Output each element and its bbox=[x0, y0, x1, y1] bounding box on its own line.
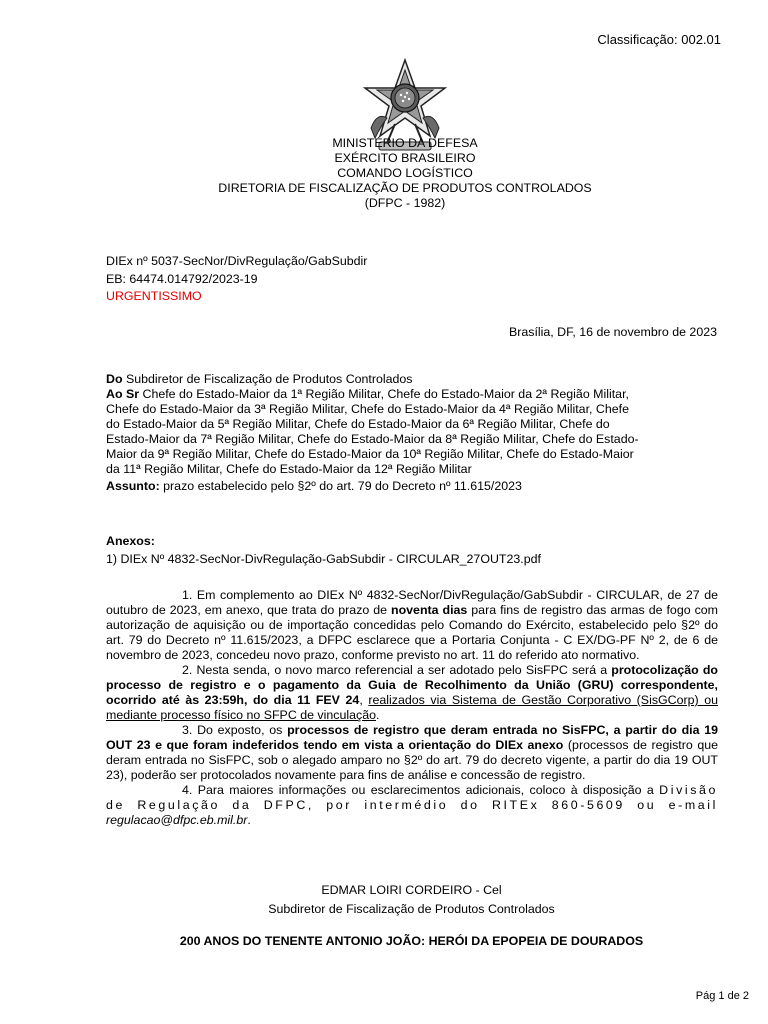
signer-name: EDMAR LOIRI CORDEIRO - Cel bbox=[321, 883, 502, 897]
from-label: Do bbox=[106, 372, 123, 386]
to-line-3: do Estado-Maior da 5ª Região Militar, Chefe do Estado-Maior da 6ª Região Militar, Chefe do bbox=[106, 417, 610, 431]
paragraph-4-text-a: 4. Para maiores informações ou esclarecimentos adicionais, coloco à disposição a bbox=[182, 783, 660, 797]
signature-block bbox=[0, 881, 768, 919]
annex-title-text: Anexos: bbox=[106, 534, 155, 548]
paragraph-3-text-c: (processos de registro que deram entrada no SisFPC, sob o alegado amparo no §2º do art. 79 do decreto vigente, a partir do dia 19 OUT 23), poderão ser protocolados novamente para fins de análise e concessão de registro. bbox=[106, 738, 718, 782]
to-text-1: Chefe do Estado-Maior da 1ª Região Militar, Chefe do Estado-Maior da 2ª Região Militar, bbox=[142, 387, 629, 401]
diex-number: DIEx nº 5037-SecNor/DivRegulação/GabSubdir bbox=[106, 254, 368, 268]
letterhead bbox=[0, 136, 768, 211]
letterhead-directorate: DIRETORIA DE FISCALIZAÇÃO DE PRODUTOS CONTROLADOS bbox=[218, 181, 592, 195]
paragraph-4-text-b: Divisão de Regulação da DFPC, por intermédio do RITEx 860-5609 ou e-mail bbox=[106, 783, 718, 812]
letterhead-acronym: (DFPC - 1982) bbox=[364, 196, 446, 210]
contact-email: regulacao@dfpc.eb.mil.br bbox=[106, 813, 248, 827]
to-line-1 bbox=[106, 387, 720, 402]
paragraph-2-text-e: . bbox=[375, 708, 380, 722]
letterhead-army: EXÉRCITO BRASILEIRO bbox=[334, 151, 476, 165]
motto-footer: 200 ANOS DO TENENTE ANTONIO JOÃO: HERÓI DA EPOPEIA DE DOURADOS bbox=[179, 934, 644, 948]
paragraph-1 bbox=[106, 588, 718, 663]
paragraph-4-end: . bbox=[247, 813, 251, 827]
eb-number: EB: 64474.014792/2023-19 bbox=[106, 271, 258, 286]
from-text: Subdiretor de Fiscalização de Produtos Controlados bbox=[125, 372, 413, 386]
paragraph-2-underlined: realizados via Sistema de Gestão Corporativo (SisGCorp) ou mediante processo físico no SFPC de vinculação bbox=[106, 693, 718, 722]
annex-title bbox=[106, 532, 541, 550]
paragraph-2-bold: protocolização do processo de registro e o pagamento da Guia de Recolhimento da União (GRU) correspondente, ocorrido até às 23:59h, do dia 11 FEV 24 bbox=[106, 663, 718, 707]
to-label: Ao Sr bbox=[106, 387, 140, 401]
paragraph-4 bbox=[106, 783, 718, 828]
urgency-label: URGENTISSIMO bbox=[106, 289, 202, 303]
paragraph-1-text-c: para fins de registro das armas de fogo com autorização de aquisição ou de importação concedidas pelo Comando do Exército, estabelecido pelo §2º do art. 79 do Decreto nº 11.615/2023, a DFPC esclarece que a Portaria Conjunta - C EX/DG-PF Nº 2, de 6 de novembro de 2023, concedeu novo prazo, conforme previsto no art. 11 do referido ato normativo. bbox=[106, 603, 718, 662]
paragraph-3-bold: processos de registro que deram entrada no SisFPC, a partir do dia 19 OUT 23 e que foram indeferidos tendo em vista a orientação do DIEx anexo bbox=[106, 723, 718, 752]
to-line-5: Maior da 9ª Região Militar, Chefe do Estado-Maior da 10ª Região Militar, Chefe do Estado-Maior bbox=[106, 447, 634, 461]
letterhead-ministry: MINISTÉRIO DA DEFESA bbox=[332, 136, 478, 150]
document-references bbox=[106, 253, 367, 306]
address-block bbox=[106, 372, 720, 494]
to-line-4: Estado-Maior da 7ª Região Militar, Chefe do Estado-Maior da 8ª Região Militar, Chefe do Estado- bbox=[106, 432, 639, 446]
paragraph-3-text-a: 3. Do exposto, os bbox=[182, 723, 288, 737]
page-number: Pág 1 de 2 bbox=[695, 990, 749, 1002]
annex-item: 1) DIEx Nº 4832-SecNor-DivRegulação-GabSubdir - CIRCULAR_27OUT23.pdf bbox=[106, 552, 541, 566]
from-line bbox=[106, 372, 720, 387]
document-date: Brasília, DF, 16 de novembro de 2023 bbox=[508, 325, 717, 339]
document-body bbox=[106, 588, 718, 828]
to-line-2: Chefe do Estado-Maior da 3ª Região Militar, Chefe do Estado-Maior da 4ª Região Militar, Chefe bbox=[106, 402, 629, 416]
annex-section bbox=[106, 532, 541, 568]
classification-label: Classificação: 002.01 bbox=[597, 32, 721, 47]
paragraph-3 bbox=[106, 723, 718, 783]
signer-title: Subdiretor de Fiscalização de Produtos Controlados bbox=[268, 902, 555, 916]
paragraph-2-text-c: , bbox=[359, 693, 369, 707]
paragraph-2 bbox=[106, 663, 718, 723]
letterhead-command: COMANDO LOGÍSTICO bbox=[337, 166, 473, 180]
subject-text: prazo estabelecido pelo §2º do art. 79 do Decreto nº 11.615/2023 bbox=[163, 479, 522, 493]
subject-label: Assunto: bbox=[106, 479, 160, 493]
paragraph-2-text-a: 2. Nesta senda, o novo marco referencial a ser adotado pelo SisFPC será a bbox=[182, 663, 612, 677]
paragraph-1-bold: noventa dias bbox=[391, 603, 468, 617]
paragraph-1-text-a: 1. Em complemento ao DIEx Nº 4832-SecNor/DivRegulação/GabSubdir - CIRCULAR, de 27 de outubro de 2023, em anexo, que trata do prazo de bbox=[106, 588, 718, 617]
to-line-6: da 11ª Região Militar, Chefe do Estado-Maior da 12ª Região Militar bbox=[106, 462, 472, 476]
subject-line bbox=[106, 479, 720, 494]
